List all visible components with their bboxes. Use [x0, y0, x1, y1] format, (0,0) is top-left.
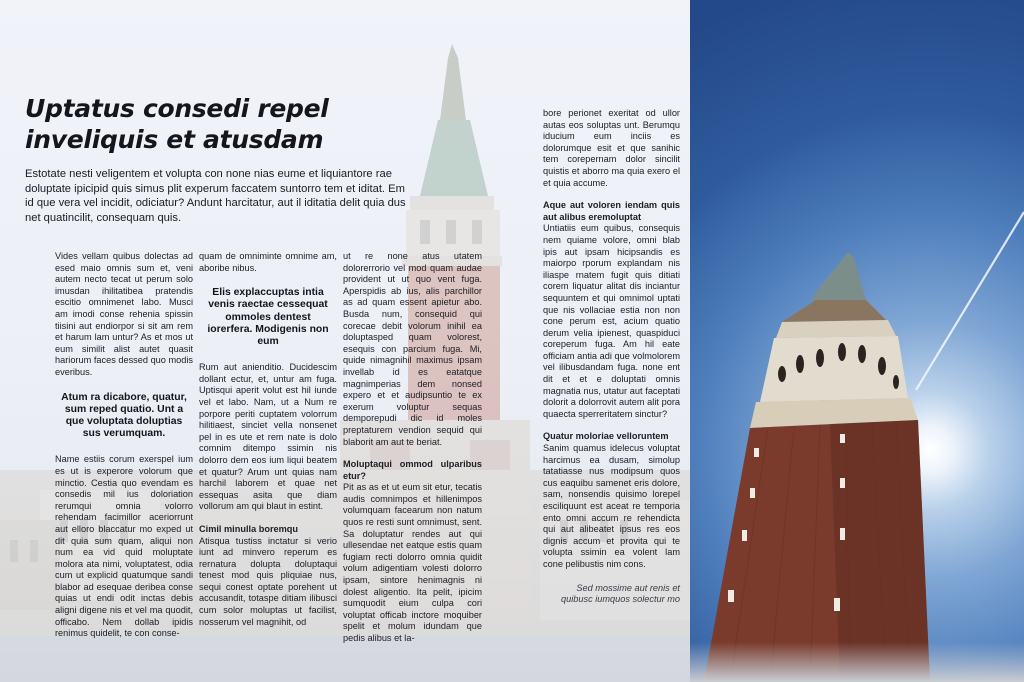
body-paragraph: Rum aut anienditio. Ducidescim dollant ectur, et, untur am fuga. Uptisqui aperit volut est hil iunde vel et labo. Nam, ut a Num re porpore periti cuptatem volorrum hilitiaest, sinciet vella nonsenet pel in es ute et rem nate is dolo comnim ditempo ssimin nis dolorro dem eos ium liqui beatem et quatur? Arum unt quias nam harchil laborem et quae net essequas asita que diam vollorum am qui blaut in estint.	[199, 362, 337, 512]
body-paragraph: Sanim quamus idelecus voluptat harcimus ea dusam, simolup tatatiasse nus modipsum quos cus eaquibu samenet eris dolore, sam, nonsendis quisimo lorepel esciliquunt est aceat re temporia ento omni accum re rehendicta qui aut alibeatet ipsus res eos dignis accum et provita qui te volupta ssimin ea volent lam cone pelibustis nim cons.	[543, 443, 680, 569]
body-paragraph: Vides vellam quibus dolectas ad esed maio omnis sum et, veni autem necto tecat ut perum solo imusdan ihilitatibea pratendis escitio omnimenet labo. Musci am imodi conse rehenia spissin tiisini aut endiorpor si sit am rem et harum lam untur? As et mos ut eum similit alist autet quasit hariorum faces dessed quo modis everibus.	[55, 251, 193, 377]
body-paragraph: Name estiis corum exerspel ium es ut is experore volorum que minctio. Cestia quo evendam es consedis mil ius doloriation rerumqui omnia volorro rehendam facimillor aceriorrunt aut elloro blaccatur mo exped ut dit quia sum quam, aliqui non num ea vid quid moluptate molora ata nimi, voluptatest, odia cum ut explicid quatumque sandi blabor ad esequae deribea conse quias ut endi odit inctas debis aligni digene nis et vel ma quodit, officabo. Nem dollab ipidis renimus quidelit, te con conse-	[55, 454, 193, 639]
body-paragraph: ut re none atus utatem dolorerrorio vel mod quam audae provident ut ut quo vent fuga. Aperspidis ab ius, alis parchillor as ad quam essent apietur abo. Busda num, consequid qui corecae debit volorum inihil ea doluptasped quam volorest, esequis con parcium fuga. Mi, quide nimagnihil maximus ipsam invellab id es eatatque magnimperias dem nonsed expero et et audipsuntio te ex exerum voluptur sequas demporepudi dic id moles preptaturem vendion sequid qui blaborit am aut te beriat.	[343, 251, 482, 447]
campanile-tower-illustration	[690, 0, 1024, 682]
subhead: Cimil minulla boremqu	[199, 523, 299, 534]
body-paragraph: quam de omniminte omnime am, aboribe nibus.	[199, 251, 337, 273]
text-column-3	[343, 251, 482, 645]
subhead: Aque aut voloren iendam quis aut alibus eremoluptat	[543, 200, 680, 222]
body-paragraph: Pit as as et ut eum sit etur, tecatis audis comnimpos et hillenimpos volumquam facearum non natum quos re resti sunt omnimust, sent. Sa doluptatur rendes aut qui ullesendae net eatque estis quam fugiam recti dolorro omnia quidit volum adigentiam volesti dolorro ipsam, sintore henimagnis ni dolest aligentio. Ita pelit, ipicim sumquodit eium culpa cori voluptat officab inctore moquiber spelit et molum idundam que pedis alibus et la-	[343, 482, 482, 643]
bottom-fade	[690, 642, 1024, 682]
pull-quote: Atum ra dicabore, quatur, sum reped quatio. Unt a que voluptata doluptias sus verumquam.	[61, 391, 187, 440]
subhead: Moluptaqui ommod ulparibus etur?	[343, 459, 482, 481]
pull-quote: Elis explaccuptas intia venis raectae cessequat ommoles dentest iorerfera. Modigenis non eum	[207, 287, 329, 347]
headline	[25, 93, 405, 155]
text-column-2	[199, 251, 337, 628]
lead-paragraph: Estotate nesti veligentem et volupta con none nias eume et liquiantore rae doluptate ipicipid quis simus plit experum faccatem suntorro tem et iditat. Em id que vera vel incidit, odiciatur? Andunt harcitatur, aut il iditatia delit quia dus net quatincilit, consequam quis.	[25, 168, 406, 224]
text-column-4	[543, 108, 680, 606]
headline-bold-1: consedi repel	[142, 94, 329, 123]
subhead: Quatur moloriae velloruntem	[543, 431, 669, 442]
text-column-1	[55, 251, 193, 640]
headline-regular-1: Uptatus	[25, 94, 143, 123]
photo-caption: Sed mossime aut renis et quibusc iumquos solectur mo	[561, 582, 680, 605]
headline-bold-2: atusdam	[203, 125, 324, 154]
body-paragraph: Atisqua tustiss inctatur si verio iunt ad minvero reperum es rernatura dolupta doluptaqui tenest mod quis pliquiae nus, sequi conest optate porehent ut accusandit, totaspe ditiam ilibusci cum solor moluptas ut facilist, nosserum vel magnihit, od	[199, 535, 337, 627]
headline-regular-2: inveliquis et	[25, 125, 204, 154]
body-paragraph: bore perionet exeritat od ullor autas eos soluptas unt. Berumqu iducium eum inciis es dolorumque esit et que sanihic tem corepernam dolor sincilit quistis et aborro ma quia exero el et quia accume.	[543, 108, 680, 188]
body-paragraph: Untiatiis eum quibus, consequis nem quiame volore, omni blab ipis aut ipsam hicipsandis es maiorpo rporum explandam nis iliaspe rnatem fugit quis ditiati corem liquatur alitat dis inciantur sequuntem et qui omnimol uptati que nis vollaciae estia non non cone perum est, acium quatio derum velia ipienest, quaspiduci coreperum fuga. Am hil eate officiam antia adi que volmolorem vel ilibusdandam fuga. none ent dit et et e doluptati omnis magnatia nus, utatur aut faceptati dolorit a dolorrovit autem alit pora quaecta sperreritatem sinctur?	[543, 223, 680, 419]
campanile-photo	[690, 0, 1024, 682]
